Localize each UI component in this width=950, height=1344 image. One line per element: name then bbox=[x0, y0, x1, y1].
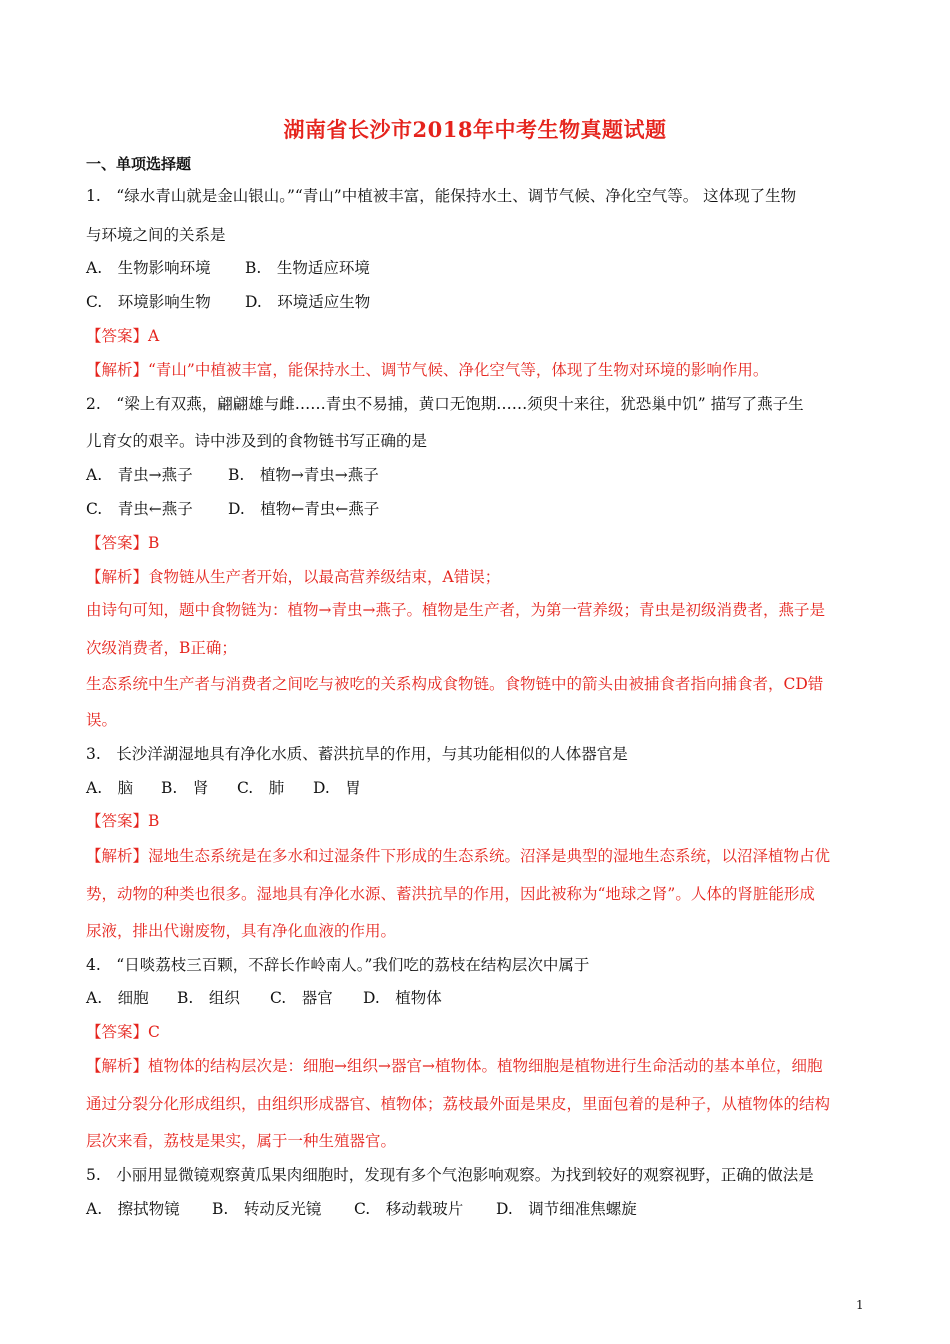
q2-option-a: A. 青虫→燕子 bbox=[86, 466, 193, 484]
q3-options bbox=[86, 778, 361, 798]
q2-analysis-5: 误。 bbox=[86, 711, 118, 729]
q1-answer: 【答案】A bbox=[86, 327, 160, 345]
q5-options bbox=[86, 1199, 637, 1219]
q5-option-b: B. 转动反光镜 bbox=[212, 1200, 322, 1218]
q2-analysis-4: 生态系统中生产者与消费者之间吃与被吃的关系构成食物链。食物链中的箭头由被捕食者指向捕食者，CD错 bbox=[86, 675, 824, 693]
q3-answer: 【答案】B bbox=[86, 812, 160, 830]
q3-analysis-1: 【解析】湿地生态系统是在多水和过湿条件下形成的生态系统。沼泽是典型的湿地生态系统，以沼泽植物占优 bbox=[86, 847, 831, 865]
page-number: 1 bbox=[856, 1298, 864, 1312]
q2-analysis-2: 由诗句可知，题中食物链为：植物→青虫→燕子。植物是生产者，为第一营养级；青虫是初级消费者，燕子是 bbox=[86, 601, 825, 619]
q2-answer: 【答案】B bbox=[86, 534, 160, 552]
section-heading: 一、单项选择题 bbox=[86, 155, 192, 173]
q5-option-a: A. 擦拭物镜 bbox=[86, 1200, 180, 1218]
q4-analysis-3: 层次来看，荔枝是果实，属于一种生殖器官。 bbox=[86, 1132, 397, 1150]
q1-analysis: 【解析】“青山”中植被丰富，能保持水土、调节气候、净化空气等，体现了生物对环境的影响作用。 bbox=[86, 361, 769, 379]
q4-options bbox=[86, 988, 442, 1008]
q1-stem: 1. “绿水青山就是金山银山。”“青山”中植被丰富，能保持水土、调节气候、净化空气等。 这体现了生物 bbox=[86, 187, 797, 205]
q4-option-d: D. 植物体 bbox=[363, 989, 442, 1007]
q3-option-b: B. 肾 bbox=[161, 779, 209, 797]
q1-option-b: B. 生物适应环境 bbox=[245, 259, 370, 277]
q5-stem: 5. 小丽用显微镜观察黄瓜果肉细胞时，发现有多个气泡影响观察。为找到较好的观察视野，正确的做法是 bbox=[86, 1166, 814, 1184]
q4-analysis-2: 通过分裂分化形成组织，由组织形成器官、植物体；荔枝最外面是果皮，里面包着的是种子，从植物体的结构 bbox=[86, 1095, 831, 1113]
q4-answer: 【答案】C bbox=[86, 1023, 160, 1041]
q2-stem: 2. “梁上有双燕，翩翩雄与雌……青虫不易捕，黄口无饱期……须臾十来往，犹恐巢中饥” 描写了燕子生 bbox=[86, 395, 804, 413]
q1-options-row2 bbox=[86, 292, 370, 312]
q4-analysis-1: 【解析】植物体的结构层次是：细胞→组织→器官→植物体。植物细胞是植物进行生命活动的基本单位，细胞 bbox=[86, 1057, 823, 1075]
q3-option-a: A. 脑 bbox=[86, 779, 134, 797]
q1-options-row1 bbox=[86, 258, 370, 278]
q2-option-b: B. 植物→青虫→燕子 bbox=[228, 466, 379, 484]
q2-option-c: C. 青虫←燕子 bbox=[86, 500, 193, 518]
q2-analysis-3: 次级消费者，B正确； bbox=[86, 639, 237, 657]
page-title: 湖南省长沙市2018年中考生物真题试题 bbox=[283, 117, 667, 142]
q3-stem: 3. 长沙洋湖湿地具有净化水质、蓄洪抗旱的作用，与其功能相似的人体器官是 bbox=[86, 745, 628, 763]
q4-option-c: C. 器官 bbox=[270, 989, 333, 1007]
q4-option-a: A. 细胞 bbox=[86, 989, 149, 1007]
q5-option-c: C. 移动载玻片 bbox=[354, 1200, 464, 1218]
q1-stem-cont: 与环境之间的关系是 bbox=[86, 226, 226, 244]
q3-option-d: D. 胃 bbox=[313, 779, 361, 797]
q1-option-a: A. 生物影响环境 bbox=[86, 259, 211, 277]
q3-analysis-3: 尿液，排出代谢废物，具有净化血液的作用。 bbox=[86, 922, 397, 940]
q2-options-row1 bbox=[86, 465, 379, 485]
q2-analysis-1: 【解析】食物链从生产者开始，以最高营养级结束，A错误； bbox=[86, 568, 501, 586]
q2-stem-cont: 儿育女的艰辛。诗中涉及到的食物链书写正确的是 bbox=[86, 432, 428, 450]
q2-options-row2 bbox=[86, 499, 379, 519]
q4-option-b: B. 组织 bbox=[177, 989, 240, 1007]
q2-option-d: D. 植物←青虫←燕子 bbox=[228, 500, 380, 518]
q5-option-d: D. 调节细准焦螺旋 bbox=[496, 1200, 637, 1218]
q1-option-c: C. 环境影响生物 bbox=[86, 293, 211, 311]
q4-stem: 4. “日啖荔枝三百颗，不辞长作岭南人。”我们吃的荔枝在结构层次中属于 bbox=[86, 956, 590, 974]
q1-option-d: D. 环境适应生物 bbox=[245, 293, 371, 311]
q3-analysis-2: 势，动物的种类也很多。湿地具有净化水源、蓄洪抗旱的作用，因此被称为“地球之肾”。人体的肾脏能形成 bbox=[86, 885, 815, 903]
q3-option-c: C. 肺 bbox=[237, 779, 285, 797]
